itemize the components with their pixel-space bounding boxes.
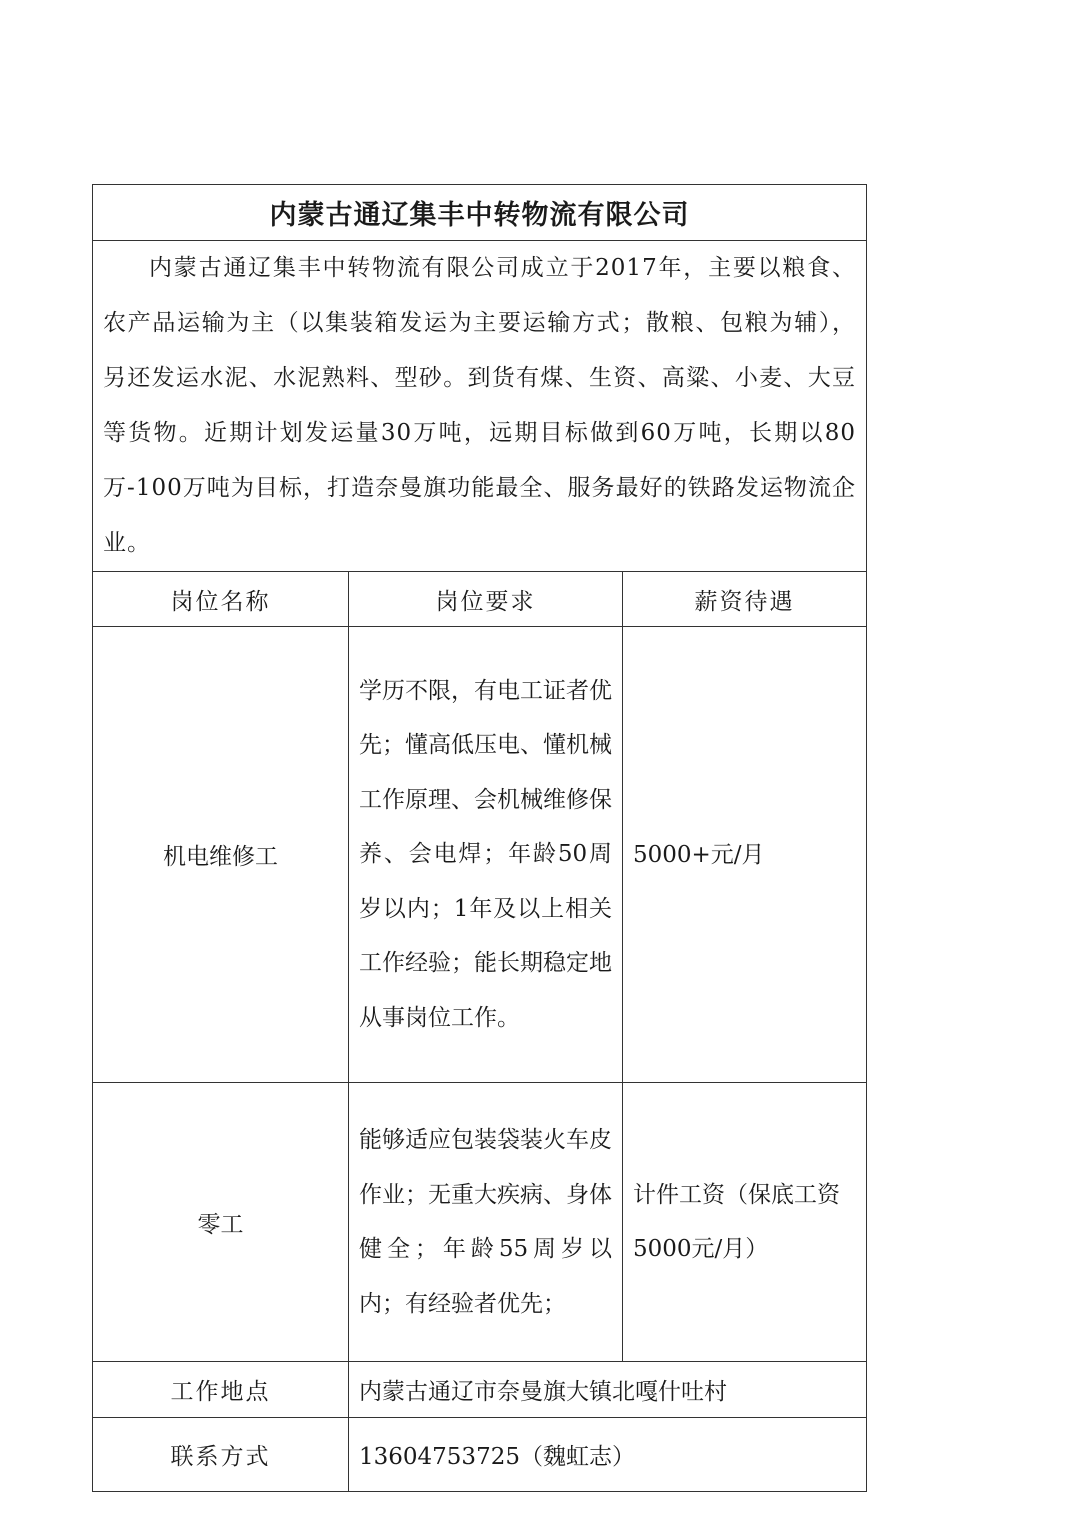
position-requirements: 学历不限，有电工证者优先；懂高低压电、懂机械工作原理、会机械维修保养、会电焊；年龄50周岁以内；1年及以上相关工作经验；能长期稳定地从事岗位工作。	[349, 627, 623, 1083]
header-position: 岗位名称	[93, 572, 349, 627]
header-row	[93, 572, 867, 627]
position-salary: 计件工资（保底工资5000元/月）	[623, 1083, 867, 1362]
header-salary: 薪资待遇	[623, 572, 867, 627]
contact-row	[93, 1418, 867, 1492]
location-label: 工作地点	[93, 1362, 349, 1418]
location-value: 内蒙古通辽市奈曼旗大镇北嘎什吐村	[349, 1362, 867, 1418]
position-name: 机电维修工	[93, 627, 349, 1083]
intro-row	[93, 241, 867, 572]
contact-value: 13604753725（魏虹志）	[349, 1418, 867, 1492]
location-row	[93, 1362, 867, 1418]
position-requirements: 能够适应包装袋装火车皮作业；无重大疾病、身体健全；年龄55周岁以内；有经验者优先；	[349, 1083, 623, 1362]
company-title: 内蒙古通辽集丰中转物流有限公司	[93, 185, 867, 241]
position-salary: 5000+元/月	[623, 627, 867, 1083]
header-requirements: 岗位要求	[349, 572, 623, 627]
position-name: 零工	[93, 1083, 349, 1362]
title-row	[93, 185, 867, 241]
company-intro-cell	[93, 241, 867, 572]
recruitment-table	[92, 184, 867, 1492]
contact-label: 联系方式	[93, 1418, 349, 1492]
table-row	[93, 1083, 867, 1362]
company-intro: 内蒙古通辽集丰中转物流有限公司成立于2017年，主要以粮食、农产品运输为主（以集装箱发运为主要运输方式；散粮、包粮为辅），另还发运水泥、水泥熟料、型砂。到货有煤、生资、高粱、小麦、大豆等货物。近期计划发运量30万吨，远期目标做到60万吨，长期以80万-100万吨为目标，打造奈曼旗功能最全、服务最好的铁路发运物流企业。	[103, 255, 857, 556]
table-row	[93, 627, 867, 1083]
